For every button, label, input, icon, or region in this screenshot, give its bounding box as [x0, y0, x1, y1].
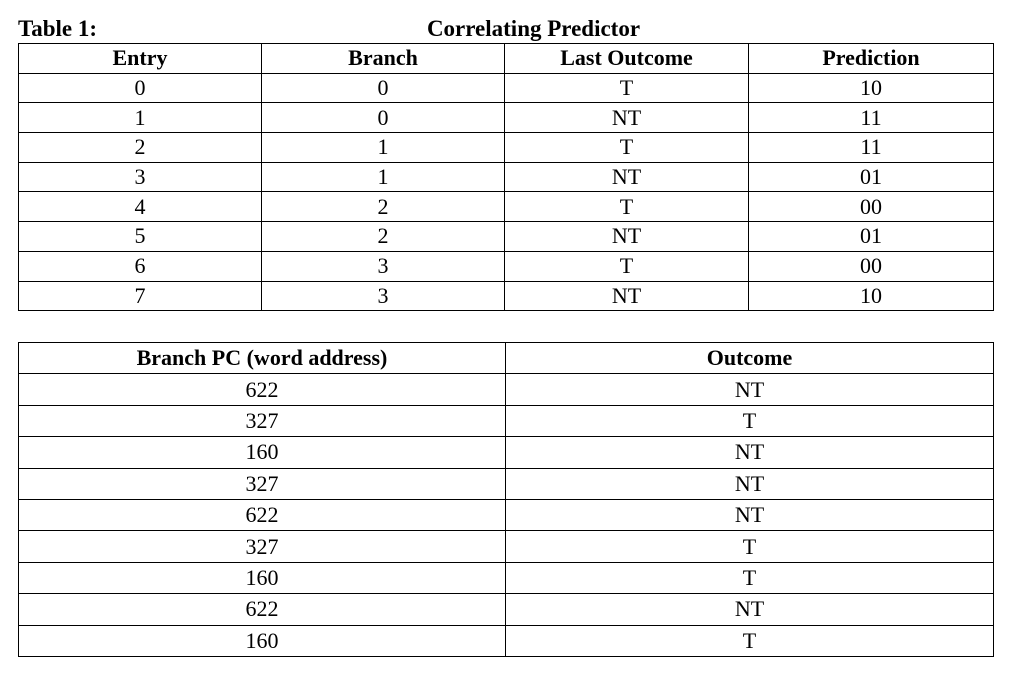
entry-cell: 4: [19, 192, 262, 222]
header-row: [19, 343, 994, 374]
last-outcome-cell: T: [505, 133, 749, 163]
prediction-cell: 01: [749, 162, 994, 192]
table-row: [19, 103, 994, 133]
prediction-cell: 11: [749, 103, 994, 133]
table-row: [19, 222, 994, 252]
branch-cell: 3: [262, 251, 505, 281]
header-outcome: Outcome: [506, 343, 994, 374]
entry-cell: 0: [19, 73, 262, 103]
branch-cell: 3: [262, 281, 505, 311]
table-row: [19, 468, 994, 499]
last-outcome-cell: T: [505, 73, 749, 103]
outcome-cell: T: [506, 531, 994, 562]
branch-pc-cell: 160: [19, 437, 506, 468]
last-outcome-cell: NT: [505, 103, 749, 133]
table-row: [19, 192, 994, 222]
table-row: [19, 133, 994, 163]
table-row: [19, 437, 994, 468]
outcome-cell: T: [506, 625, 994, 656]
prediction-cell: 10: [749, 281, 994, 311]
table-caption: [18, 14, 993, 44]
header-branch: Branch: [262, 44, 505, 74]
table-row: [19, 162, 994, 192]
branch-pc-cell: 327: [19, 405, 506, 436]
prediction-cell: 00: [749, 192, 994, 222]
header-entry: Entry: [19, 44, 262, 74]
branch-pc-cell: 622: [19, 594, 506, 625]
entry-cell: 7: [19, 281, 262, 311]
outcome-cell: T: [506, 562, 994, 593]
table-row: [19, 531, 994, 562]
entry-cell: 1: [19, 103, 262, 133]
entry-cell: 5: [19, 222, 262, 252]
branch-cell: 2: [262, 192, 505, 222]
table-row: [19, 562, 994, 593]
branch-pc-cell: 160: [19, 625, 506, 656]
table-row: [19, 499, 994, 530]
last-outcome-cell: T: [505, 251, 749, 281]
last-outcome-cell: NT: [505, 222, 749, 252]
prediction-cell: 10: [749, 73, 994, 103]
table-label: Table 1:: [18, 16, 98, 41]
entry-cell: 3: [19, 162, 262, 192]
table-row: [19, 251, 994, 281]
outcome-cell: NT: [506, 374, 994, 405]
outcome-cell: NT: [506, 499, 994, 530]
last-outcome-cell: NT: [505, 281, 749, 311]
table-row: [19, 73, 994, 103]
prediction-cell: 00: [749, 251, 994, 281]
header-prediction: Prediction: [749, 44, 994, 74]
outcome-cell: NT: [506, 594, 994, 625]
header-row: [19, 44, 994, 74]
branch-pc-cell: 327: [19, 468, 506, 499]
branch-pc-cell: 327: [19, 531, 506, 562]
header-last-outcome: Last Outcome: [505, 44, 749, 74]
header-branch-pc: Branch PC (word address): [19, 343, 506, 374]
branch-trace-table: [18, 342, 994, 657]
last-outcome-cell: T: [505, 192, 749, 222]
prediction-cell: 11: [749, 133, 994, 163]
table-row: [19, 405, 994, 436]
outcome-cell: NT: [506, 468, 994, 499]
branch-cell: 0: [262, 103, 505, 133]
branch-cell: 1: [262, 133, 505, 163]
entry-cell: 2: [19, 133, 262, 163]
outcome-cell: NT: [506, 437, 994, 468]
branch-pc-cell: 622: [19, 499, 506, 530]
table-row: [19, 281, 994, 311]
prediction-cell: 01: [749, 222, 994, 252]
branch-cell: 1: [262, 162, 505, 192]
correlating-predictor-table: [18, 43, 994, 311]
branch-pc-cell: 160: [19, 562, 506, 593]
entry-cell: 6: [19, 251, 262, 281]
table-row: [19, 374, 994, 405]
last-outcome-cell: NT: [505, 162, 749, 192]
branch-pc-cell: 622: [19, 374, 506, 405]
outcome-cell: T: [506, 405, 994, 436]
branch-cell: 2: [262, 222, 505, 252]
table-row: [19, 625, 994, 656]
table-title: Correlating Predictor: [426, 16, 641, 41]
table-row: [19, 594, 994, 625]
branch-cell: 0: [262, 73, 505, 103]
